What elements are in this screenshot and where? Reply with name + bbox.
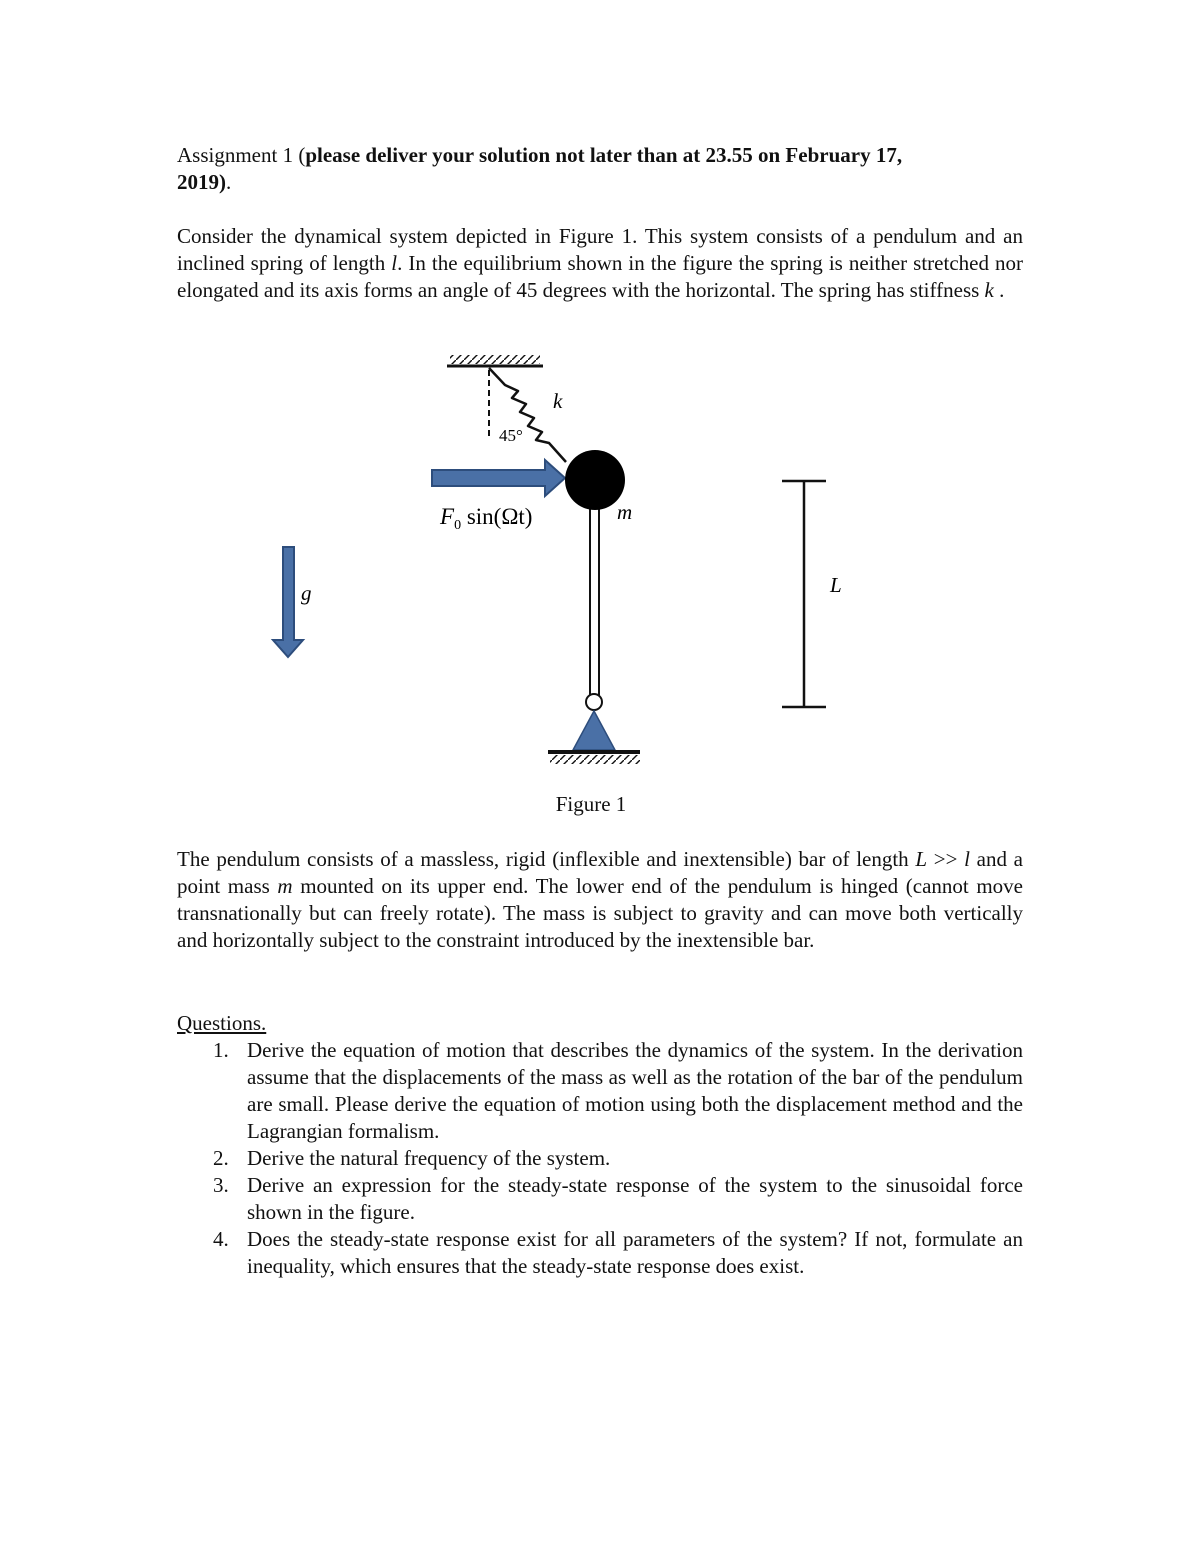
figure-caption: Figure 1 [555,792,627,816]
list-item [177,1226,1023,1280]
intro-var-l: l [391,251,398,275]
question-number: 3. [213,1173,229,1197]
description-paragraph [177,846,1023,954]
angle-label: 45° [499,426,523,445]
length-dimension [782,481,826,707]
question-number: 4. [213,1227,229,1251]
assignment-heading [177,142,1023,196]
question-text: Does the steady-state response exist for all parameters of the system? If not, formulate an inequality, which ensures that the steady-state response does exist. [247,1227,1023,1278]
intro-text-2: . In the equilibrium shown in the figure the spring is neither stretched nor elongated and its axis forms an angle of 45 degrees with the horizontal. The spring has stiffness [177,251,1023,302]
question-text: Derive an expression for the steady-state response of the system to the sinusoidal force shown in the figure. [247,1173,1023,1224]
ground-support [548,752,640,764]
questions-list [177,1037,1023,1280]
heading-deadline-line2: 2019) [177,170,226,194]
force-label-sin: sin(Ωt) [461,504,533,529]
force-arrow [432,460,565,496]
question-text: Derive the natural frequency of the system. [247,1146,611,1170]
force-label [439,504,532,533]
point-mass [565,450,625,510]
desc-text-1: The pendulum consists of a massless, rigid (inflexible and inextensible) bar of length [177,847,916,871]
intro-paragraph [177,223,1023,304]
questions-heading: Questions. [177,1011,267,1035]
questions-section [177,1010,1023,1280]
intro-text-3: . [993,278,1005,302]
desc-text-3: mounted on its upper end. The lower end of the pendulum is hinged (cannot move transnationally but can freely rotate). The mass is subject to gravity and can move both vertically and horizontally subject to the constraint introduced by the inextensible bar. [177,874,1023,952]
force-label-F: F [440,504,455,529]
hinge [586,694,602,710]
gravity-label: g [301,581,312,605]
ceiling-support [447,355,543,366]
list-item [177,1145,1023,1172]
intro-var-k: k [984,278,994,302]
length-label: L [830,573,842,597]
list-item [177,1037,1023,1145]
desc-var-m: m [277,874,293,898]
question-text: Derive the equation of motion that describes the dynamics of the system. In the derivation assume that the displacements of the mass as well as the rotation of the bar of the pendulum are small. Please derive the equation of motion using both the displacement method and the Lagrangian formalism. [247,1038,1023,1143]
list-item [177,1172,1023,1226]
force-label-subscript: 0 [454,518,462,533]
figure-1-diagram [0,340,1200,780]
intro-text-1: Consider the dynamical system depicted in Figure 1. This system consists of a pendulum and an inclined spring of length [177,224,1023,275]
mass-label: m [617,500,633,524]
spring [489,368,566,462]
pendulum-bar [590,505,599,695]
heading-prefix: Assignment 1 ( [177,143,306,167]
desc-text-2: and a point mass [177,847,1024,898]
heading-suffix: . [226,170,232,194]
heading-deadline-line1: please deliver your solution not later than at 23.55 on February 17, [305,143,903,167]
question-number: 1. [213,1038,229,1062]
gravity-arrow [273,547,303,657]
spring-stiffness-label: k [553,389,563,413]
desc-var-l: l [964,847,970,871]
desc-var-L: L [915,847,928,871]
desc-relation-op: >> [927,847,965,871]
question-number: 2. [213,1146,229,1170]
hinge-support-triangle [573,711,615,750]
